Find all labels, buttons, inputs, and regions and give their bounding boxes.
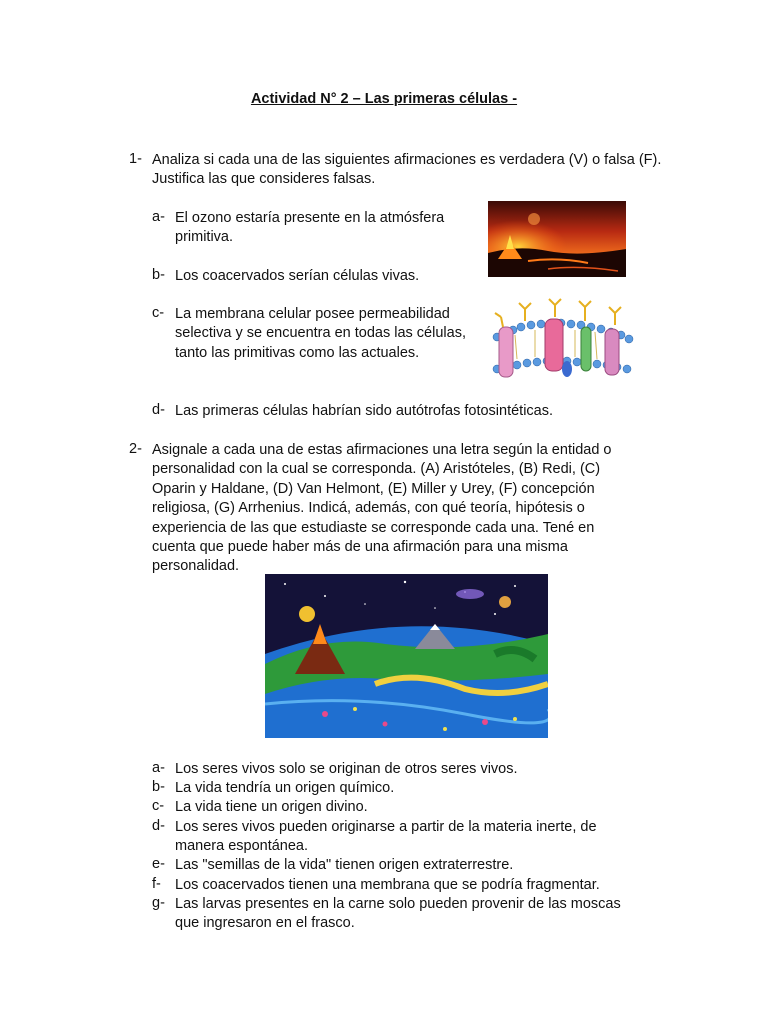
q2-item-f-letter: f- <box>152 876 161 892</box>
q1-item-c-text: La membrana celular posee permeabilidad selectiva y se encuentra en todas las células, tanto las primitivas como las actuales. <box>175 306 466 361</box>
q1-item-d-text: Las primeras células habrían sido autótrofas fotosintéticas. <box>175 403 554 419</box>
q1-item-a-text: El ozono estaría presente en la atmósfera primitiva. <box>175 210 445 246</box>
q2-item-f-text: Los coacervados tienen una membrana que se podría fragmentar. <box>175 877 600 893</box>
q2-item-e-text: Las "semillas de la vida" tienen origen extraterrestre. <box>175 857 514 873</box>
question-1-number: 1- <box>129 151 142 167</box>
question-2-prompt: Asignale a cada una de estas afirmaciones una letra según la entidad o personalidad con la cual se corresponda. (A) Aristóteles, (B) Redi, (C) Oparin y Haldane, (D) Van Helmont, (E) Miller y Urey, (F) concepción religiosa, (G) Arrhenius. Indicá, además, con qué teoría, hipótesis o experiencia de las que estudiaste se corresponde cada una. Tené en cuenta que puede haber más de una afirmación para una misma personalidad. <box>152 442 612 575</box>
q1-item-b-letter: b- <box>152 267 165 283</box>
q1-item-b-text: Los coacervados serían células vivas. <box>175 268 420 284</box>
q1-item-c-letter: c- <box>152 305 165 321</box>
q1-item-d-letter: d- <box>152 402 165 418</box>
question-2-number: 2- <box>129 441 142 457</box>
q1-item-a-letter: a- <box>152 209 165 225</box>
question-1-prompt: Analiza si cada una de las siguientes afirmaciones es verdadera (V) o falsa (F). Justifica las que consideres falsas. <box>152 152 662 188</box>
q2-item-b-text: La vida tendría un origen químico. <box>175 780 395 796</box>
q2-item-g-text: Las larvas presentes en la carne solo pueden provenir de las moscas que ingresaron en el frasco. <box>175 896 621 932</box>
volcano-image <box>488 201 626 277</box>
origin-of-life-image <box>265 574 548 738</box>
q2-item-b-letter: b- <box>152 779 165 795</box>
q2-item-c-letter: c- <box>152 798 165 814</box>
q2-item-a-text: Los seres vivos solo se originan de otros seres vivos. <box>175 761 518 777</box>
q2-item-a-letter: a- <box>152 760 165 776</box>
q2-item-d-text: Los seres vivos pueden originarse a partir de la materia inerte, de manera espontánea. <box>175 819 597 855</box>
q2-item-d-letter: d- <box>152 818 165 834</box>
q2-item-c-text: La vida tiene un origen divino. <box>175 799 368 815</box>
q2-item-e-letter: e- <box>152 856 165 872</box>
cell-membrane-image <box>485 297 639 389</box>
q2-item-g-letter: g- <box>152 895 165 911</box>
page-title: Actividad N° 2 – Las primeras células - <box>250 91 518 107</box>
